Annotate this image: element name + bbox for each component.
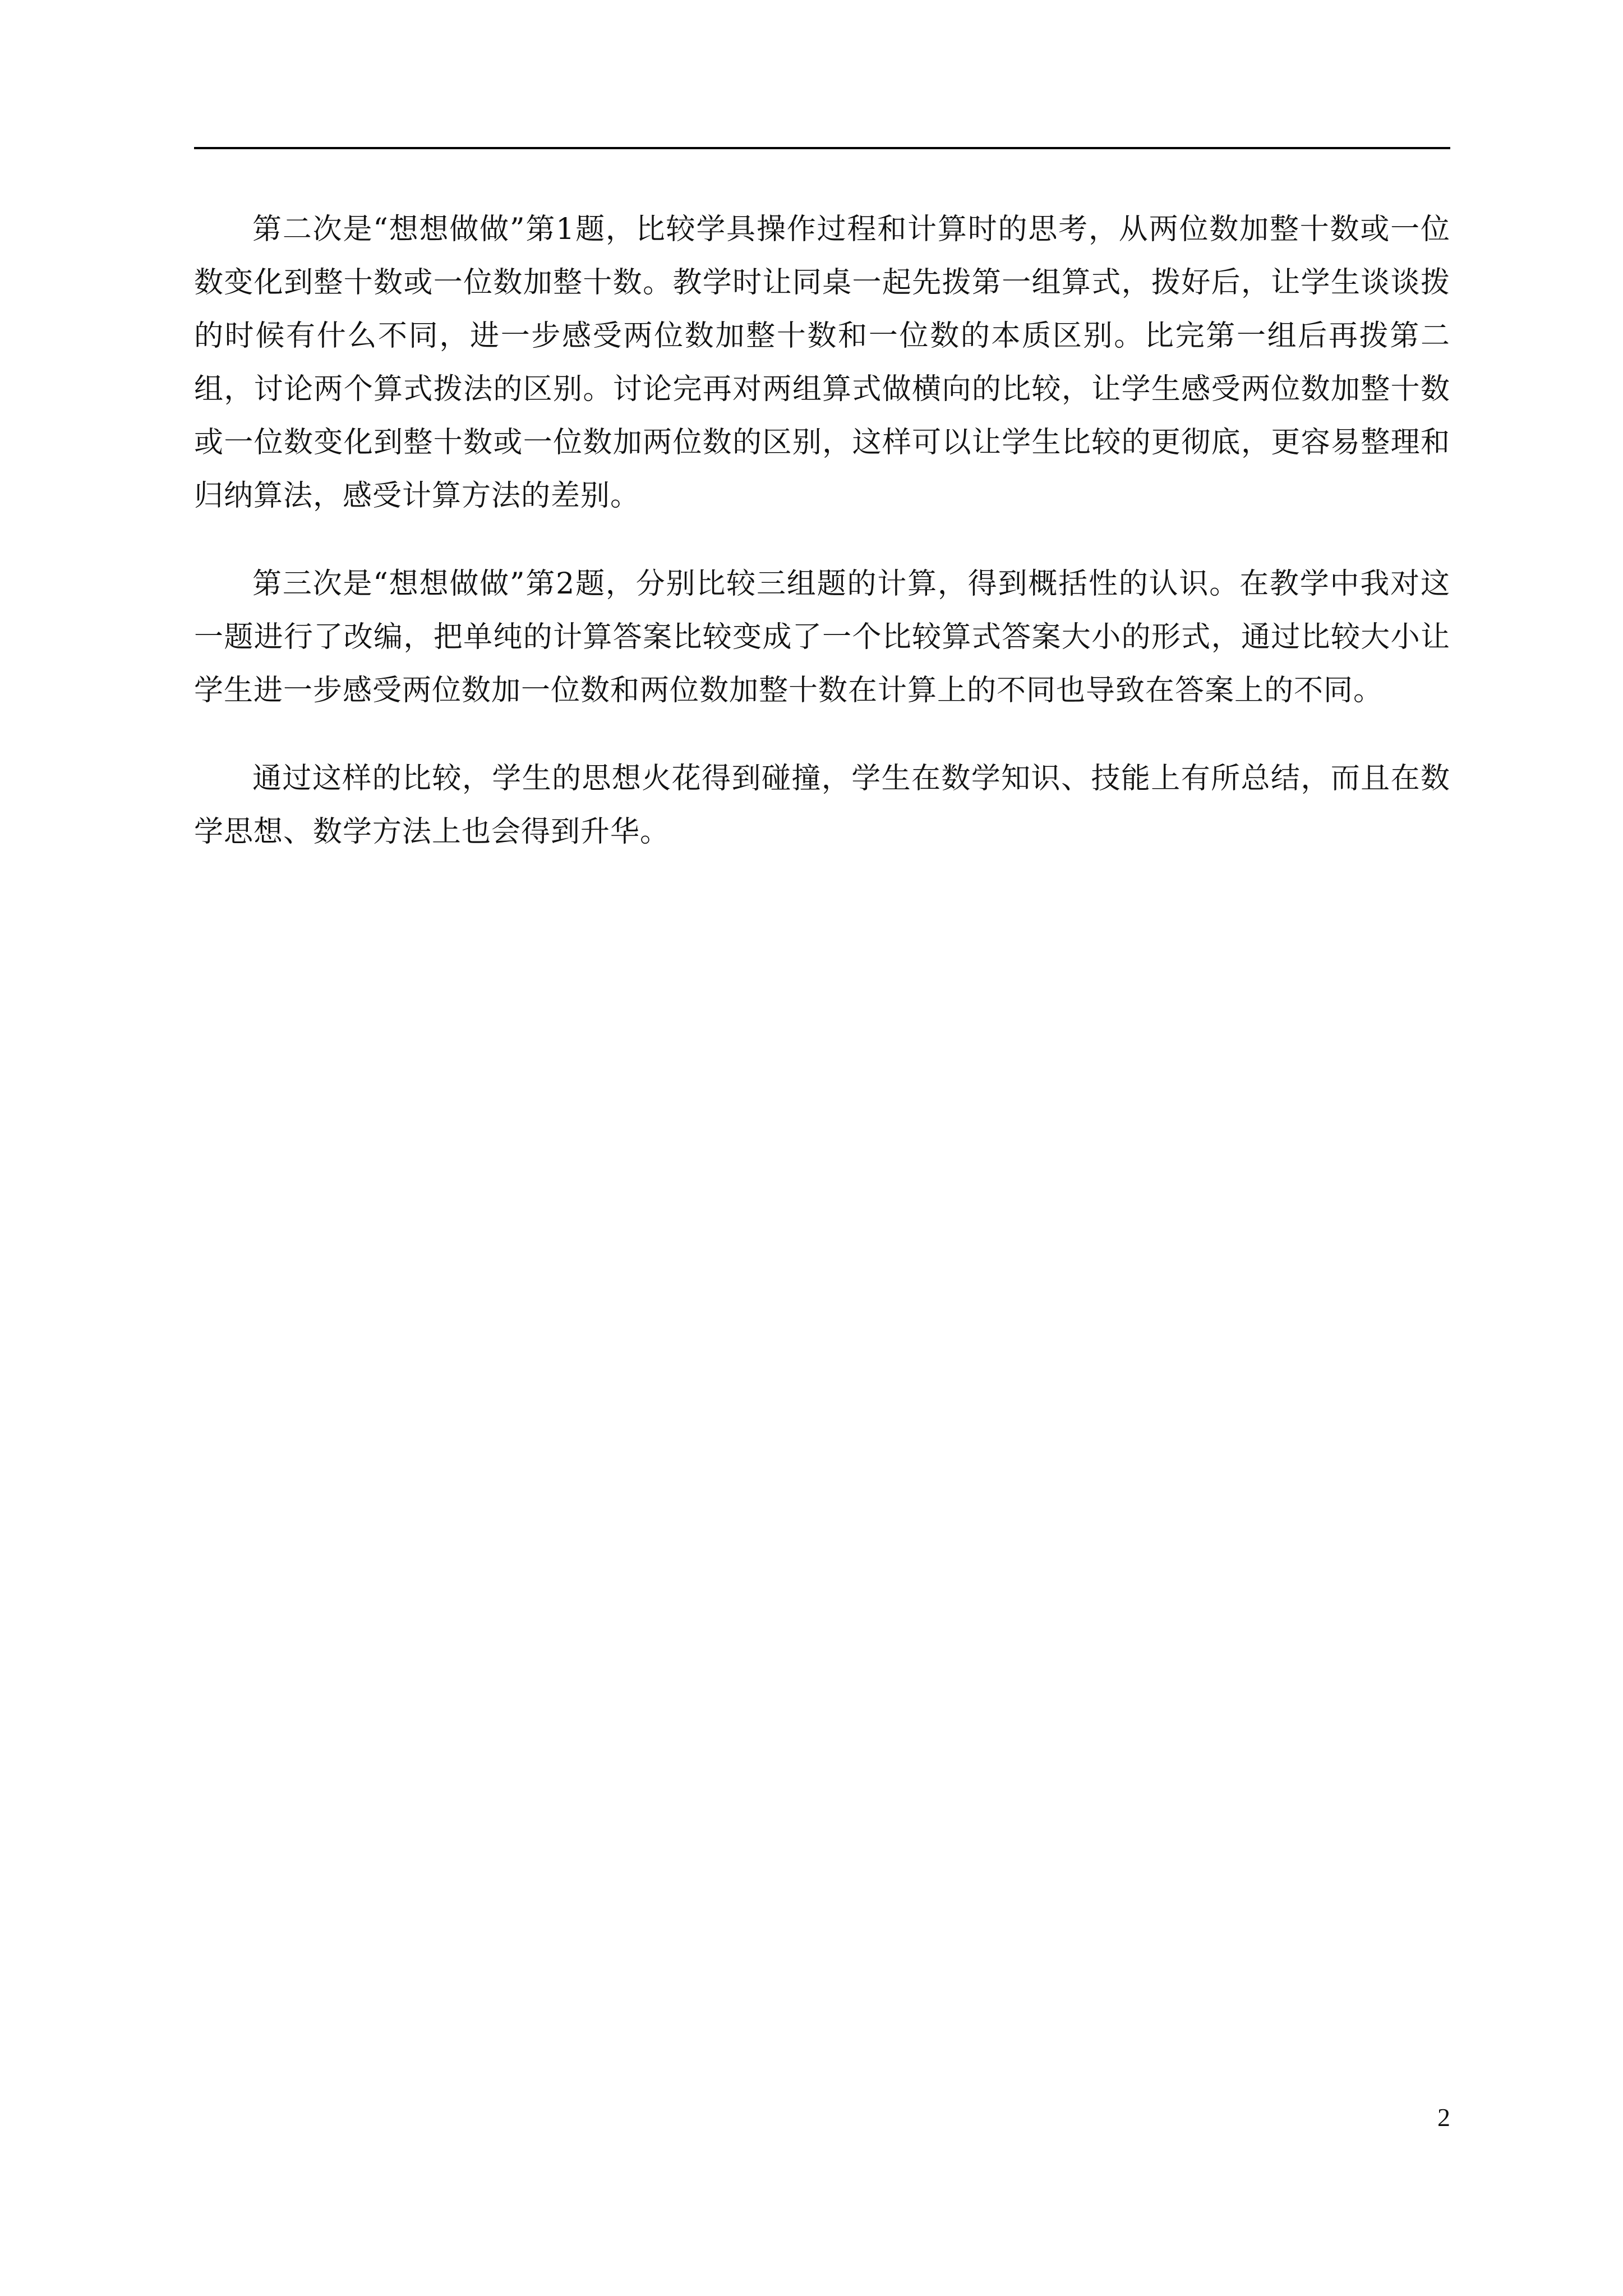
paragraph-third-comparison: 第三次是“想想做做”第2题，分别比较三组题的计算，得到概括性的认识。在教学中我对这一题进行了改编，把单纯的计算答案比较变成了一个比较算式答案大小的形式，通过比较大小让学生进一步感受两位数加一位数和两位数加整十数在计算上的不同也导致在答案上的不同。: [194, 567, 1450, 707]
page-number: 2: [1437, 2103, 1450, 2132]
paragraph-conclusion: 通过这样的比较，学生的思想火花得到碰撞，学生在数学知识、技能上有所总结，而且在数学思想、数学方法上也会得到升华。: [194, 762, 1450, 849]
paragraph-second-comparison: 第二次是“想想做做”第1题，比较学具操作过程和计算时的思考，从两位数加整十数或一位数变化到整十数或一位数加整十数。教学时让同桌一起先拨第一组算式，拨好后，让学生谈谈拨的时候有什么不同，进一步感受两位数加整十数和一位数的本质区别。比完第一组后再拨第二组，讨论两个算式拨法的区别。讨论完再对两组算式做横向的比较，让学生感受两位数加整十数或一位数变化到整十数或一位数加两位数的区别，这样可以让学生比较的更彻底，更容易整理和归纳算法，感受计算方法的差别。: [194, 213, 1450, 513]
body-text: [194, 203, 1450, 894]
header-rule: [194, 147, 1450, 149]
